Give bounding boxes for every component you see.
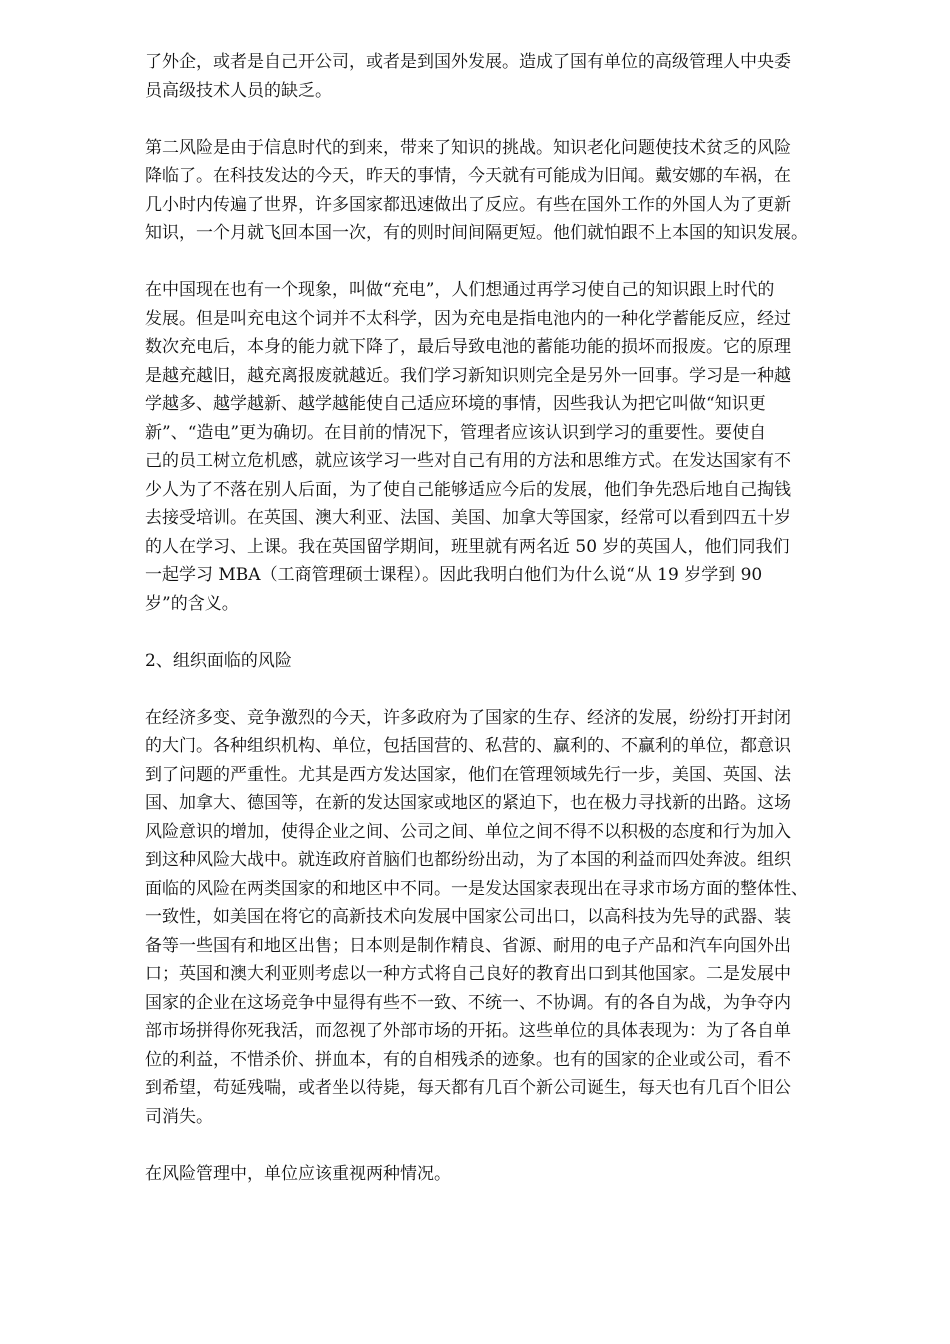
text-line: 少人为了不落在别人后面，为了使自己能够适应今后的发展，他们争先恐后地自己掏钱 [145, 479, 791, 500]
text-line: 到这种风险大战中。就连政府首脑们也都纷纷出动，为了本国的利益而四处奔波。组织 [145, 850, 791, 870]
text-line: 一起学习 MBA（工商管理硕士课程）。因此我明白他们为什么说“从 19 岁学到 90 [145, 565, 763, 585]
text-line: 发展。但是叫充电这个词并不太科学，因为充电是指电池内的一种化学蓄能反应，经过 [145, 308, 791, 329]
text-line: 一致性，如美国在将它的高新技术向发展中国家公司出口，以高科技为先导的武器、装 [145, 907, 791, 927]
section-heading [145, 647, 885, 676]
text-line: 员高级技术人员的缺乏。 [145, 80, 332, 101]
paragraph [145, 48, 885, 105]
text-line: 第二风险是由于信息时代的到来，带来了知识的挑战。知识老化问题使技术贫乏的风险 [145, 137, 791, 158]
text-line: 几小时内传遍了世界，许多国家都迅速做出了反应。有些在国外工作的外国人为了更新 [145, 194, 791, 215]
text-line: 面临的风险在两类国家的和地区中不同。一是发达国家表现出在寻求市场方面的整体性、 [145, 878, 808, 899]
text-line: 口；英国和澳大利亚则考虑以一种方式将自己良好的教育出口到其他国家。二是发展中 [145, 964, 791, 984]
text-line: 在经济多变、竞争激烈的今天，许多政府为了国家的生存、经济的发展，纷纷打开封闭 [145, 707, 791, 728]
text-line: 己的员工树立危机感，就应该学习一些对自己有用的方法和思维方式。在发达国家有不 [145, 451, 791, 471]
text-line: 风险意识的增加，使得企业之间、公司之间、单位之间不得不以积极的态度和行为加入 [145, 821, 791, 842]
text-line: 国家的企业在这场竞争中显得有些不一致、不统一、不协调。有的各自为战，为争夺内 [145, 992, 791, 1013]
text-line: 降临了。在科技发达的今天，昨天的事情，今天就有可能成为旧闻。戴安娜的车祸，在 [145, 166, 791, 186]
text-line: 部市场拼得你死我活，而忽视了外部市场的开拓。这些单位的具体表现为：为了各自单 [145, 1021, 791, 1041]
text-line: 位的利益，不惜杀价、拼血本，有的自相残杀的迹象。也有的国家的企业或公司，看不 [145, 1049, 791, 1070]
paragraph [145, 1160, 885, 1189]
text-line: 2、组织面临的风险 [145, 650, 292, 671]
text-line: 在中国现在也有一个现象，叫做“充电”，人们想通过再学习使自己的知识跟上时代的 [145, 280, 775, 300]
text-line: 岁”的含义。 [145, 593, 239, 614]
text-line: 学越多、越学越新、越学越能使自己适应环境的事情，因些我认为把它叫做“知识更 [145, 394, 766, 414]
text-line: 国、加拿大、德国等，在新的发达国家或地区的紧迫下，也在极力寻找新的出路。这场 [145, 793, 791, 813]
text-line: 司消失。 [145, 1106, 213, 1127]
text-line: 了外企，或者是自己开公司，或者是到国外发展。造成了国有单位的高级管理人中央委 [145, 52, 791, 72]
text-line: 知识，一个月就飞回本国一次，有的则时间间隔更短。他们就怕跟不上本国的知识发展。 [145, 223, 808, 243]
paragraph [145, 276, 885, 618]
text-line: 的人在学习、上课。我在英国留学期间，班里就有两名近 50 岁的英国人，他们同我们 [145, 536, 790, 557]
text-line: 到希望，苟延残喘，或者坐以待毙，每天都有几百个新公司诞生，每天也有几百个旧公 [145, 1078, 791, 1098]
text-line: 的大门。各种组织机构、单位，包括国营的、私营的、赢利的、不赢利的单位，都意识 [145, 736, 791, 756]
text-line: 新”、“造电”更为确切。在目前的情况下，管理者应该认识到学习的重要性。要使自 [145, 422, 767, 443]
paragraph [145, 134, 885, 248]
text-line: 备等一些国有和地区出售；日本则是制作精良、省源、耐用的电子产品和汽车向国外出 [145, 935, 791, 956]
text-line: 在风险管理中，单位应该重视两种情况。 [145, 1163, 451, 1184]
document-body [145, 48, 885, 1217]
text-line: 数次充电后，本身的能力就下降了，最后导致电池的蓄能功能的损坏而报废。它的原理 [145, 337, 791, 357]
paragraph [145, 704, 885, 1132]
text-line: 到了问题的严重性。尤其是西方发达国家，他们在管理领域先行一步，美国、英国、法 [145, 764, 791, 785]
text-line: 是越充越旧，越充离报废就越近。我们学习新知识则完全是另外一回事。学习是一种越 [145, 365, 791, 386]
text-line: 去接受培训。在英国、澳大利亚、法国、美国、加拿大等国家，经常可以看到四五十岁 [145, 508, 791, 528]
